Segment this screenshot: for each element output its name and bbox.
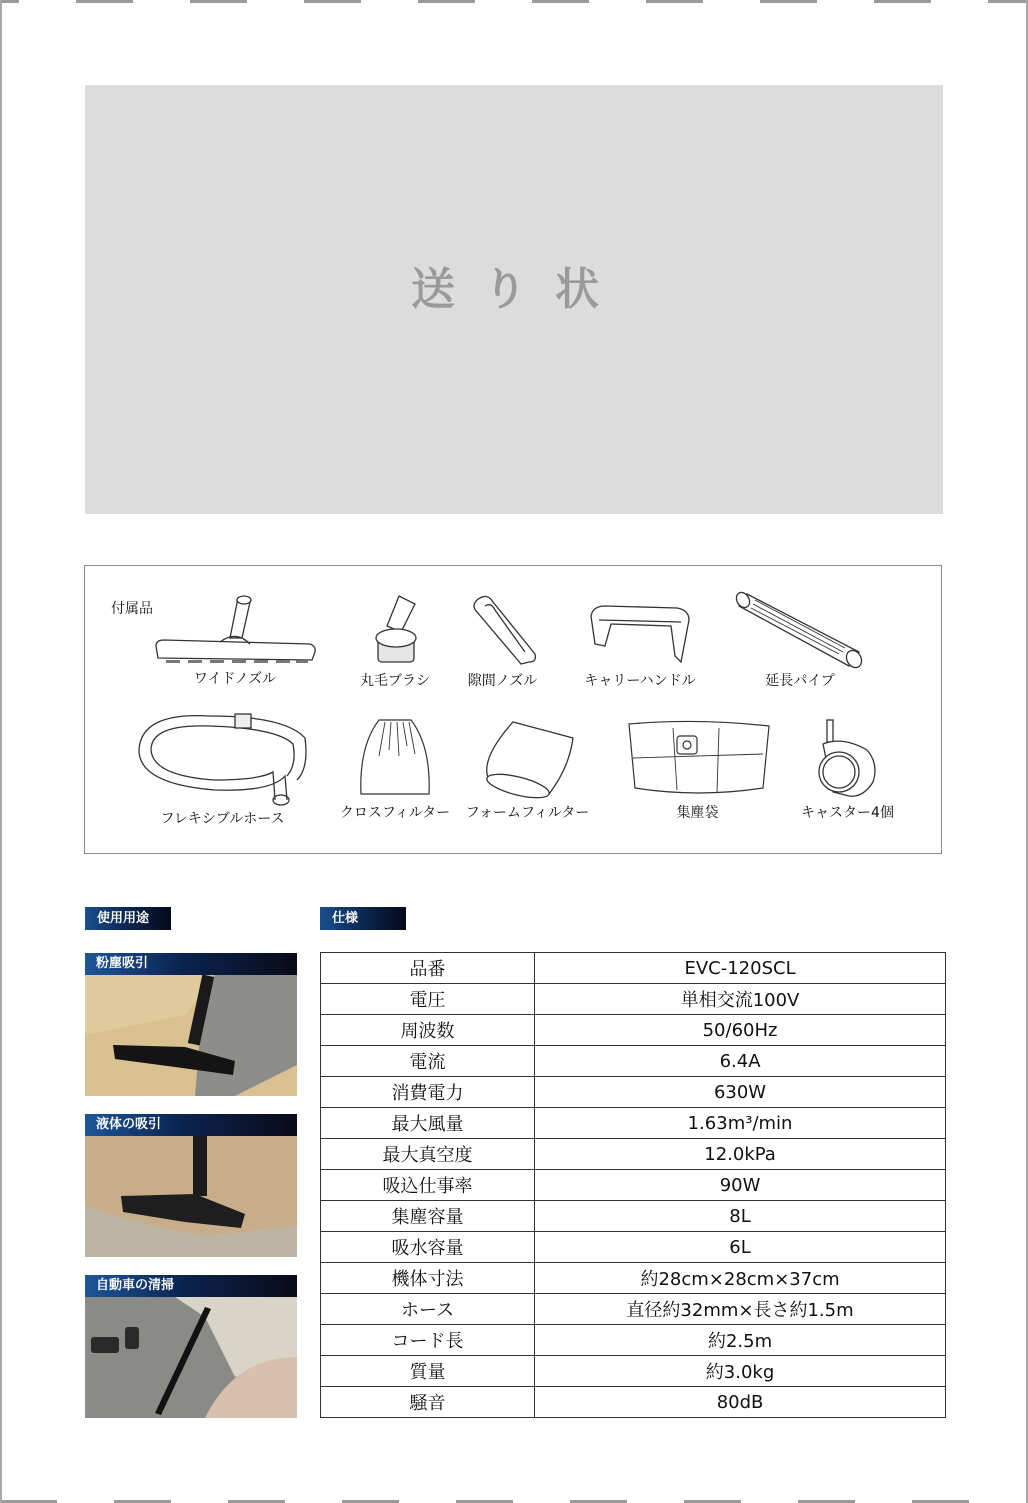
spec-key: 最大風量 — [321, 1108, 535, 1139]
liquid-suction-photo — [85, 1136, 297, 1257]
table-row — [321, 1294, 946, 1325]
accessory-name: 丸毛ブラシ — [360, 673, 430, 689]
accessory-name: キャリーハンドル — [584, 673, 696, 689]
foam-filter-icon — [473, 716, 583, 802]
table-row — [321, 1170, 946, 1201]
spec-key: 電圧 — [321, 984, 535, 1015]
spec-value: 12.0kPa — [535, 1139, 946, 1170]
spec-key: 集塵容量 — [321, 1201, 535, 1232]
cut-line-top — [0, 0, 1028, 3]
cloth-filter-icon — [355, 716, 435, 802]
table-row — [321, 1015, 946, 1046]
round-brush-icon — [365, 590, 425, 670]
table-row — [321, 1139, 946, 1170]
accessory-round-brush — [350, 590, 440, 690]
spec-value: EVC-120SCL — [535, 953, 946, 984]
accessory-name: フレキシブルホース — [160, 811, 285, 827]
accessory-name: キャスター4個 — [801, 805, 894, 821]
accessories-panel — [84, 565, 942, 854]
accessory-name: 延長パイプ — [765, 673, 835, 689]
spec-value: 直径約32mm×長さ約1.5m — [535, 1294, 946, 1325]
caster-icon — [813, 716, 883, 802]
table-row — [321, 1077, 946, 1108]
table-row — [321, 1108, 946, 1139]
accessory-name: クロスフィルター — [339, 805, 451, 821]
usage-section-title: 使用用途 — [85, 907, 171, 930]
dust-bag-icon — [623, 718, 773, 802]
spec-value: 約2.5m — [535, 1325, 946, 1356]
spec-value: 630W — [535, 1077, 946, 1108]
accessory-name: フォームフィルター — [465, 805, 590, 821]
table-row — [321, 1046, 946, 1077]
usage-card-label: 液体の吸引 — [85, 1114, 297, 1136]
accessory-caster — [790, 716, 905, 822]
spec-key: 吸水容量 — [321, 1232, 535, 1263]
accessory-foam-filter — [465, 716, 590, 822]
spec-key: コード長 — [321, 1325, 535, 1356]
usage-card-label: 自動車の清掃 — [85, 1275, 297, 1297]
usage-card-label: 粉塵吸引 — [85, 953, 297, 975]
spec-key: 消費電力 — [321, 1077, 535, 1108]
spec-value: 8L — [535, 1201, 946, 1232]
spec-key: 機体寸法 — [321, 1263, 535, 1294]
spec-value: 6.4A — [535, 1046, 946, 1077]
spec-key: 騒音 — [321, 1387, 535, 1418]
table-row — [321, 953, 946, 984]
spec-section-title: 仕様 — [320, 907, 406, 930]
spec-value: 1.63m³/min — [535, 1108, 946, 1139]
spec-value: 50/60Hz — [535, 1015, 946, 1046]
usage-card-dust — [85, 953, 297, 1096]
shipping-label-text: 送り状 — [411, 263, 627, 315]
flexible-hose-icon — [135, 708, 310, 808]
page-edge-left — [0, 0, 2, 1503]
spec-value: 約28cm×28cm×37cm — [535, 1263, 946, 1294]
spec-value: 6L — [535, 1232, 946, 1263]
table-row — [321, 1263, 946, 1294]
car-cleaning-photo — [85, 1297, 297, 1418]
accessory-name: ワイドノズル — [193, 671, 277, 687]
accessory-flexible-hose — [135, 708, 310, 828]
spec-key: 最大真空度 — [321, 1139, 535, 1170]
spec-key: 電流 — [321, 1046, 535, 1077]
table-row — [321, 1325, 946, 1356]
shipping-label-area — [85, 85, 943, 514]
spec-value: 90W — [535, 1170, 946, 1201]
accessory-name: 隙間ノズル — [467, 673, 538, 689]
accessory-extension-pipe — [735, 588, 865, 690]
spec-table — [320, 952, 946, 1418]
accessory-dust-bag — [620, 718, 775, 822]
table-row — [321, 1387, 946, 1418]
spec-key: 周波数 — [321, 1015, 535, 1046]
table-row — [321, 1356, 946, 1387]
extension-pipe-icon — [735, 588, 865, 670]
accessory-wide-nozzle — [145, 588, 325, 688]
spec-key: 質量 — [321, 1356, 535, 1387]
accessory-carry-handle — [575, 596, 705, 690]
accessories-title: 付属品 — [111, 601, 153, 617]
accessory-name: 集塵袋 — [676, 805, 719, 821]
carry-handle-icon — [585, 596, 695, 670]
spec-key: 吸込仕事率 — [321, 1170, 535, 1201]
spec-value: 80dB — [535, 1387, 946, 1418]
usage-card-liquid — [85, 1114, 297, 1257]
table-row — [321, 1232, 946, 1263]
spec-key: ホース — [321, 1294, 535, 1325]
wide-nozzle-icon — [150, 588, 320, 668]
spec-value: 単相交流100V — [535, 984, 946, 1015]
dust-suction-photo — [85, 975, 297, 1096]
crevice-nozzle-icon — [463, 590, 543, 670]
table-row — [321, 1201, 946, 1232]
usage-card-car — [85, 1275, 297, 1418]
accessory-cloth-filter — [335, 716, 455, 822]
spec-key: 品番 — [321, 953, 535, 984]
spec-value: 約3.0kg — [535, 1356, 946, 1387]
accessory-crevice-nozzle — [455, 590, 550, 690]
table-row — [321, 984, 946, 1015]
